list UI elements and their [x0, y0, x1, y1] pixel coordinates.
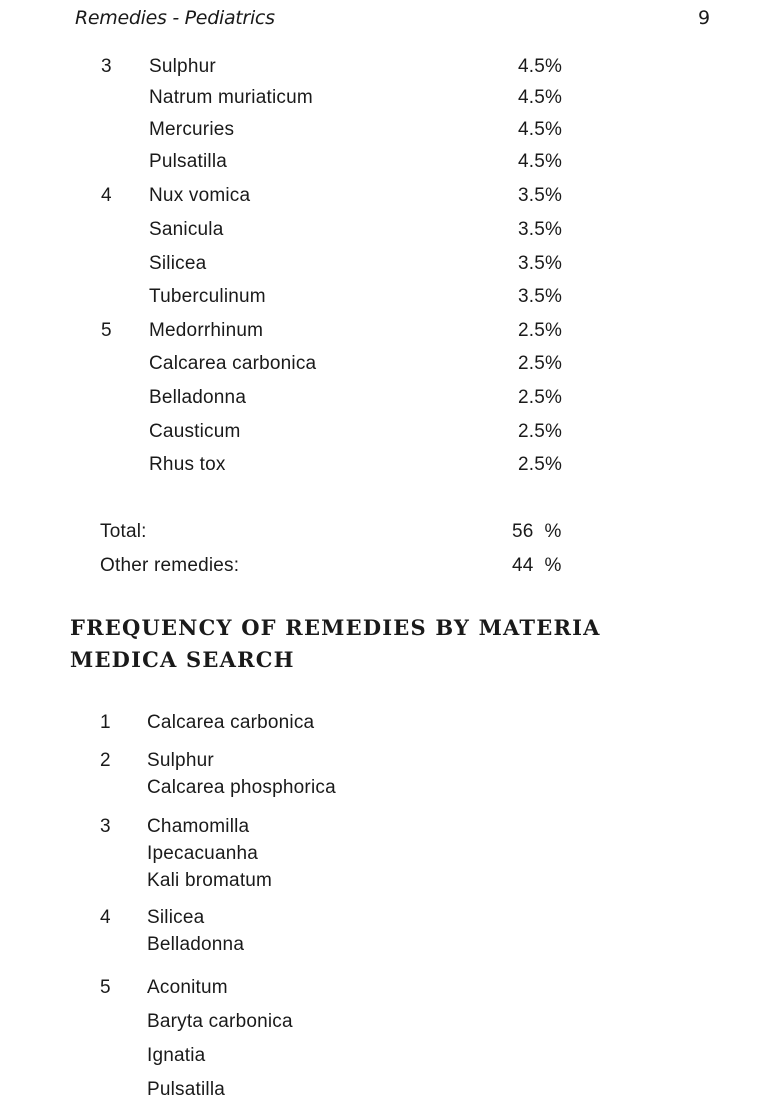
- section-heading-line1: FREQUENCY OF REMEDIES BY MATERIA: [70, 615, 601, 640]
- remedy-name: Calcarea carbonica: [149, 353, 317, 374]
- remedy-name: Baryta carbonica: [147, 1011, 293, 1032]
- section-heading-line2: MEDICA SEARCH: [70, 647, 295, 672]
- remedy-percent: 2.5%: [518, 421, 563, 442]
- rank-number: 2: [100, 750, 111, 771]
- remedy-percent: 3.5%: [518, 185, 563, 206]
- rank-number: 4: [100, 907, 111, 928]
- remedy-name: Silicea: [147, 907, 205, 928]
- remedy-name: Ignatia: [147, 1045, 206, 1066]
- remedy-name: Medorrhinum: [149, 320, 264, 341]
- page-number: 9: [698, 7, 710, 29]
- remedy-percent: 3.5%: [518, 286, 563, 307]
- remedy-name: Tuberculinum: [149, 286, 266, 307]
- remedy-percent: 4.5%: [518, 87, 563, 108]
- remedy-name: Sanicula: [149, 219, 224, 240]
- remedy-percent: 3.5%: [518, 253, 563, 274]
- remedy-percent: 4.5%: [518, 56, 563, 77]
- remedy-percent: 2.5%: [518, 320, 563, 341]
- remedy-percent: 2.5%: [518, 454, 563, 475]
- remedy-percent: 2.5%: [518, 353, 563, 374]
- remedy-name: Calcarea phosphorica: [147, 777, 336, 798]
- remedy-name: Nux vomica: [149, 185, 251, 206]
- remedy-name: Mercuries: [149, 119, 235, 140]
- remedy-name: Causticum: [149, 421, 241, 442]
- remedy-name: Pulsatilla: [149, 151, 228, 172]
- remedy-name: Kali bromatum: [147, 870, 273, 891]
- rank-number: 5: [101, 320, 112, 341]
- remedy-name: Belladonna: [147, 934, 245, 955]
- remedy-name: Rhus tox: [149, 454, 226, 475]
- rank-number: 3: [101, 56, 112, 77]
- remedy-name: Pulsatilla: [147, 1079, 226, 1100]
- remedy-percent: 3.5%: [518, 219, 563, 240]
- rank-number: 5: [100, 977, 111, 998]
- rank-number: 4: [101, 185, 112, 206]
- remedy-name: Belladonna: [149, 387, 247, 408]
- other-remedies-value: 44 %: [512, 555, 562, 576]
- remedy-name: Sulphur: [147, 750, 214, 771]
- remedy-name: Silicea: [149, 253, 207, 274]
- other-remedies-label: Other remedies:: [100, 555, 240, 576]
- remedy-percent: 4.5%: [518, 151, 563, 172]
- rank-number: 3: [100, 816, 111, 837]
- remedy-name: Sulphur: [149, 56, 216, 77]
- remedy-name: Aconitum: [147, 977, 228, 998]
- total-value: 56 %: [512, 521, 562, 542]
- running-header: Remedies - Pediatrics: [75, 7, 275, 29]
- remedy-name: Natrum muriaticum: [149, 87, 313, 108]
- remedy-name: Calcarea carbonica: [147, 712, 315, 733]
- rank-number: 1: [100, 712, 111, 733]
- remedy-name: Chamomilla: [147, 816, 250, 837]
- remedy-percent: 4.5%: [518, 119, 563, 140]
- remedy-name: Ipecacuanha: [147, 843, 259, 864]
- remedy-percent: 2.5%: [518, 387, 563, 408]
- total-label: Total:: [100, 521, 147, 542]
